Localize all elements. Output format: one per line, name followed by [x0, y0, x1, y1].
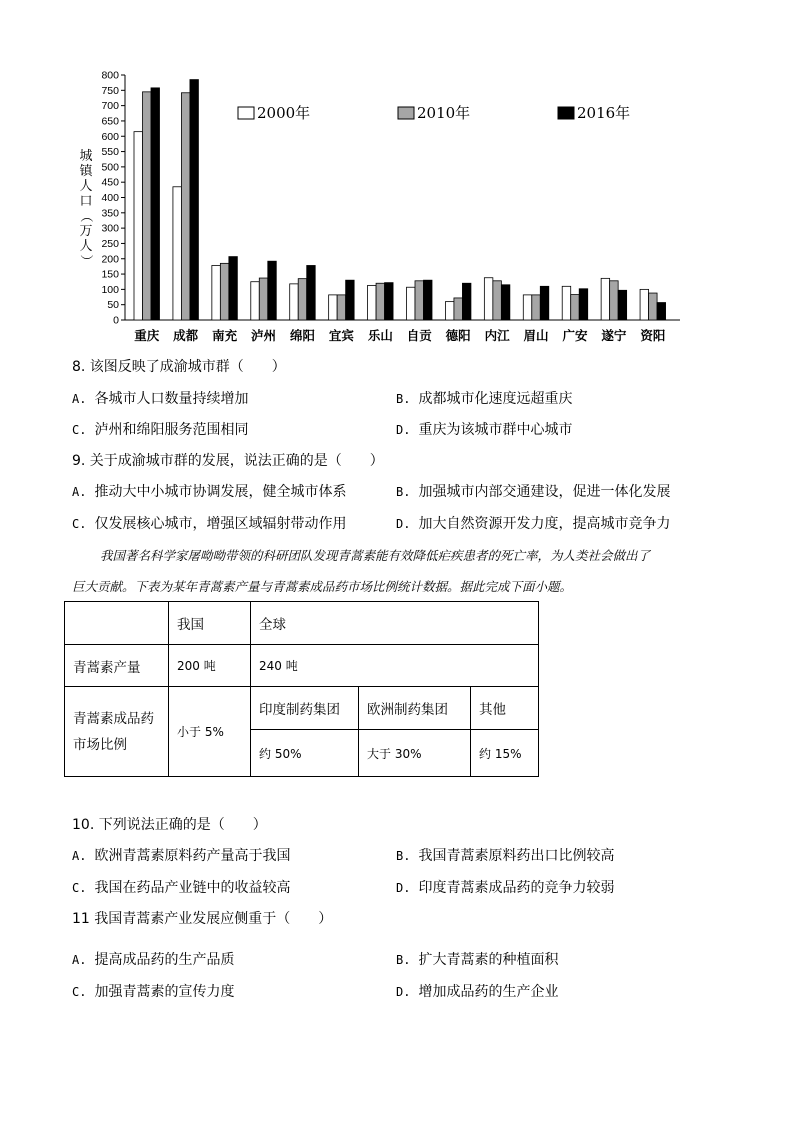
chart-legend: [238, 104, 630, 122]
bar: [657, 303, 666, 320]
option-text: 重庆为该城市群中心城市: [418, 422, 573, 438]
y-tick-label: 350: [101, 207, 119, 220]
bar: [346, 280, 355, 320]
question-9-option-d[interactable]: [396, 515, 670, 533]
bar: [407, 287, 416, 320]
bar: [601, 278, 610, 320]
x-tick-label: 资阳: [640, 328, 666, 343]
bar: [220, 263, 229, 320]
table-row: [65, 602, 539, 645]
bar: [562, 286, 571, 320]
table-row: [65, 645, 539, 687]
option-text: 推动大中小城市协调发展，健全城市体系: [94, 484, 347, 500]
bar: [181, 93, 190, 320]
option-key: B.: [396, 953, 411, 967]
bar: [540, 286, 549, 320]
y-tick-label: 800: [101, 69, 119, 82]
question-8-option-d[interactable]: [396, 421, 572, 439]
option-text: 成都城市化速度远超重庆: [418, 391, 573, 407]
question-10-option-a[interactable]: [72, 847, 290, 865]
header-other: 其他: [471, 687, 539, 730]
y-tick-label: 650: [101, 115, 119, 128]
bar: [134, 132, 143, 320]
x-tick-label: 乐山: [367, 328, 393, 343]
bar: [610, 281, 619, 320]
x-tick-label: 自贡: [406, 328, 432, 343]
x-tick-label: 遂宁: [601, 328, 627, 343]
bar: [298, 279, 307, 320]
legend-swatch: [558, 107, 574, 119]
option-key: A.: [72, 953, 87, 967]
bar: [462, 283, 471, 320]
option-key: D.: [396, 517, 411, 531]
option-key: C.: [72, 517, 87, 531]
row-label-line-2: 市场比例: [73, 736, 127, 753]
bar: [640, 289, 649, 320]
y-tick-label: 550: [101, 146, 119, 159]
option-text: 我国青蒿素原料药出口比例较高: [418, 848, 615, 864]
bar: [618, 290, 627, 320]
legend-swatch: [238, 107, 254, 119]
option-key: B.: [396, 485, 411, 499]
bar: [415, 281, 424, 320]
option-text: 泸州和绵阳服务范围相同: [94, 422, 249, 438]
bar: [268, 261, 277, 320]
passage-line-1: 我国著名科学家屠呦呦带领的科研团队发现青蒿素能有效降低疟疾患者的死亡率，为人类社会做出了: [100, 548, 651, 563]
other-share: 约 15%: [471, 730, 539, 777]
y-tick-label: 500: [101, 161, 119, 174]
option-key: A.: [72, 849, 87, 863]
option-key: C.: [72, 881, 87, 895]
bar: [329, 295, 338, 320]
x-tick-label: 内江: [484, 328, 510, 343]
y-tick-label: 100: [101, 283, 119, 296]
question-10-option-d[interactable]: [396, 879, 614, 897]
row-label-market-share: [65, 687, 169, 777]
question-11-option-a[interactable]: [72, 951, 234, 969]
bar: [251, 282, 259, 320]
bar: [579, 289, 588, 320]
x-tick-label: 南充: [212, 328, 238, 343]
bar: [151, 88, 160, 320]
y-axis-label-char: 镇: [79, 164, 93, 179]
legend-swatch: [398, 107, 414, 119]
y-tick-label: 450: [101, 176, 119, 189]
option-text: 扩大青蒿素的种植面积: [418, 952, 559, 968]
question-11-option-b[interactable]: [396, 951, 558, 969]
row-label-line-1: 青蒿素成品药: [73, 710, 154, 727]
x-tick-label: 眉山: [523, 328, 549, 343]
europe-share: 大于 30%: [359, 730, 471, 777]
y-tick-label: 300: [101, 222, 119, 235]
option-key: B.: [396, 849, 411, 863]
header-india: 印度制药集团: [251, 687, 359, 730]
question-9-option-b[interactable]: [396, 483, 670, 501]
option-text: 加强青蒿素的宣传力度: [94, 984, 235, 1000]
option-text: 欧洲青蒿素原料药产量高于我国: [94, 848, 291, 864]
india-share: 约 50%: [251, 730, 359, 777]
bar: [385, 283, 394, 320]
y-tick-label: 250: [101, 237, 119, 250]
bar: [368, 285, 377, 320]
bar: [212, 265, 221, 320]
y-tick-label: 600: [101, 130, 119, 143]
y-tick-label: 700: [101, 100, 119, 113]
x-tick-label: 绵阳: [289, 328, 315, 343]
bar: [259, 278, 268, 320]
option-text: 加强城市内部交通建设，促进一体化发展: [418, 484, 671, 500]
y-axis-label-char: 人: [79, 239, 93, 254]
option-text: 各城市人口数量持续增加: [94, 391, 249, 407]
option-text: 加大自然资源开发力度，提高城市竞争力: [418, 516, 671, 532]
legend-label: 2010年: [417, 104, 471, 122]
y-axis-label-char: （: [78, 209, 93, 223]
x-tick-label: 重庆: [134, 328, 160, 343]
bar: [337, 295, 346, 320]
option-key: D.: [396, 985, 411, 999]
y-tick-label: 400: [101, 192, 119, 204]
x-tick-label: 德阳: [445, 328, 471, 343]
bar: [454, 298, 463, 320]
y-tick-label: 150: [101, 268, 119, 281]
question-11-option-c[interactable]: [72, 983, 234, 1001]
row-label-production: 青蒿素产量: [65, 645, 169, 687]
legend-label: 2000年: [257, 104, 311, 122]
question-8-option-c[interactable]: [72, 421, 248, 439]
header-europe: 欧洲制药集团: [359, 687, 471, 730]
bar: [376, 283, 385, 320]
y-tick-label: 50: [107, 299, 119, 312]
y-axis-label-char: 口: [79, 194, 93, 209]
y-axis-label-char: ）: [78, 254, 93, 268]
bar: [493, 281, 502, 320]
question-8-option-b[interactable]: [396, 390, 572, 408]
y-tick-label: 0: [113, 314, 119, 327]
y-axis-label: [78, 149, 93, 268]
option-key: C.: [72, 985, 87, 999]
x-tick-label: 广安: [562, 328, 588, 343]
table-row: [65, 687, 539, 730]
bar: [190, 80, 199, 320]
bar: [501, 285, 510, 320]
question-11-option-d[interactable]: [396, 983, 558, 1001]
x-tick-label: 宜宾: [328, 328, 354, 343]
option-key: B.: [396, 392, 411, 406]
table-corner: [65, 602, 169, 645]
question-9-option-a[interactable]: [72, 483, 346, 501]
y-tick-label: 750: [101, 84, 119, 97]
option-key: A.: [72, 485, 87, 499]
global-production: 240 吨: [251, 645, 539, 687]
question-8-stem: 8. 该图反映了成渝城市群（ ）: [72, 359, 286, 375]
bar: [173, 187, 182, 320]
bar: [424, 280, 433, 320]
option-text: 印度青蒿素成品药的竞争力较弱: [418, 880, 615, 896]
x-axis-labels: [134, 328, 666, 343]
china-market-share: 小于 5%: [169, 687, 251, 777]
bar: [290, 284, 299, 320]
passage-line-2: 巨大贡献。下表为某年青蒿素产量与青蒿素成品药市场比例统计数据。据此完成下面小题。: [72, 579, 573, 594]
question-10-option-b[interactable]: [396, 847, 614, 865]
bar: [532, 295, 541, 320]
legend-label: 2016年: [577, 104, 631, 122]
option-text: 提高成品药的生产品质: [94, 952, 235, 968]
header-global: 全球: [251, 602, 539, 645]
y-axis-label-char: 人: [79, 179, 93, 194]
bar: [649, 293, 658, 320]
bar: [307, 265, 316, 320]
bar: [571, 295, 580, 320]
bar: [229, 257, 238, 320]
urban-population-bar-chart: [70, 60, 690, 350]
option-text: 增加成品药的生产企业: [418, 984, 559, 1000]
option-text: 我国在药品产业链中的收益较高: [94, 880, 291, 896]
question-11-stem: 11 我国青蒿素产业发展应侧重于（ ）: [72, 911, 333, 927]
option-key: C.: [72, 423, 87, 437]
header-china: 我国: [169, 602, 251, 645]
x-tick-label: 泸州: [251, 328, 277, 343]
artemisinin-table: [64, 601, 539, 777]
bar: [445, 302, 454, 320]
bar: [523, 295, 532, 320]
x-tick-label: 成都: [173, 328, 199, 343]
bar: [484, 278, 493, 320]
option-key: D.: [396, 881, 411, 895]
question-8-option-a[interactable]: [72, 390, 248, 408]
y-tick-label: 200: [101, 253, 119, 266]
option-text: 仅发展核心城市，增强区域辐射带动作用: [94, 516, 347, 532]
option-key: A.: [72, 392, 87, 406]
question-9-stem: 9. 关于成渝城市群的发展，说法正确的是（ ）: [72, 453, 384, 469]
bar: [143, 92, 152, 320]
question-9-option-c[interactable]: [72, 515, 346, 533]
question-10-stem: 10. 下列说法正确的是（ ）: [72, 817, 267, 833]
y-axis-label-char: 万: [79, 224, 93, 239]
china-production: 200 吨: [169, 645, 251, 687]
question-10-option-c[interactable]: [72, 879, 290, 897]
y-axis-label-char: 城: [79, 149, 93, 164]
option-key: D.: [396, 423, 411, 437]
